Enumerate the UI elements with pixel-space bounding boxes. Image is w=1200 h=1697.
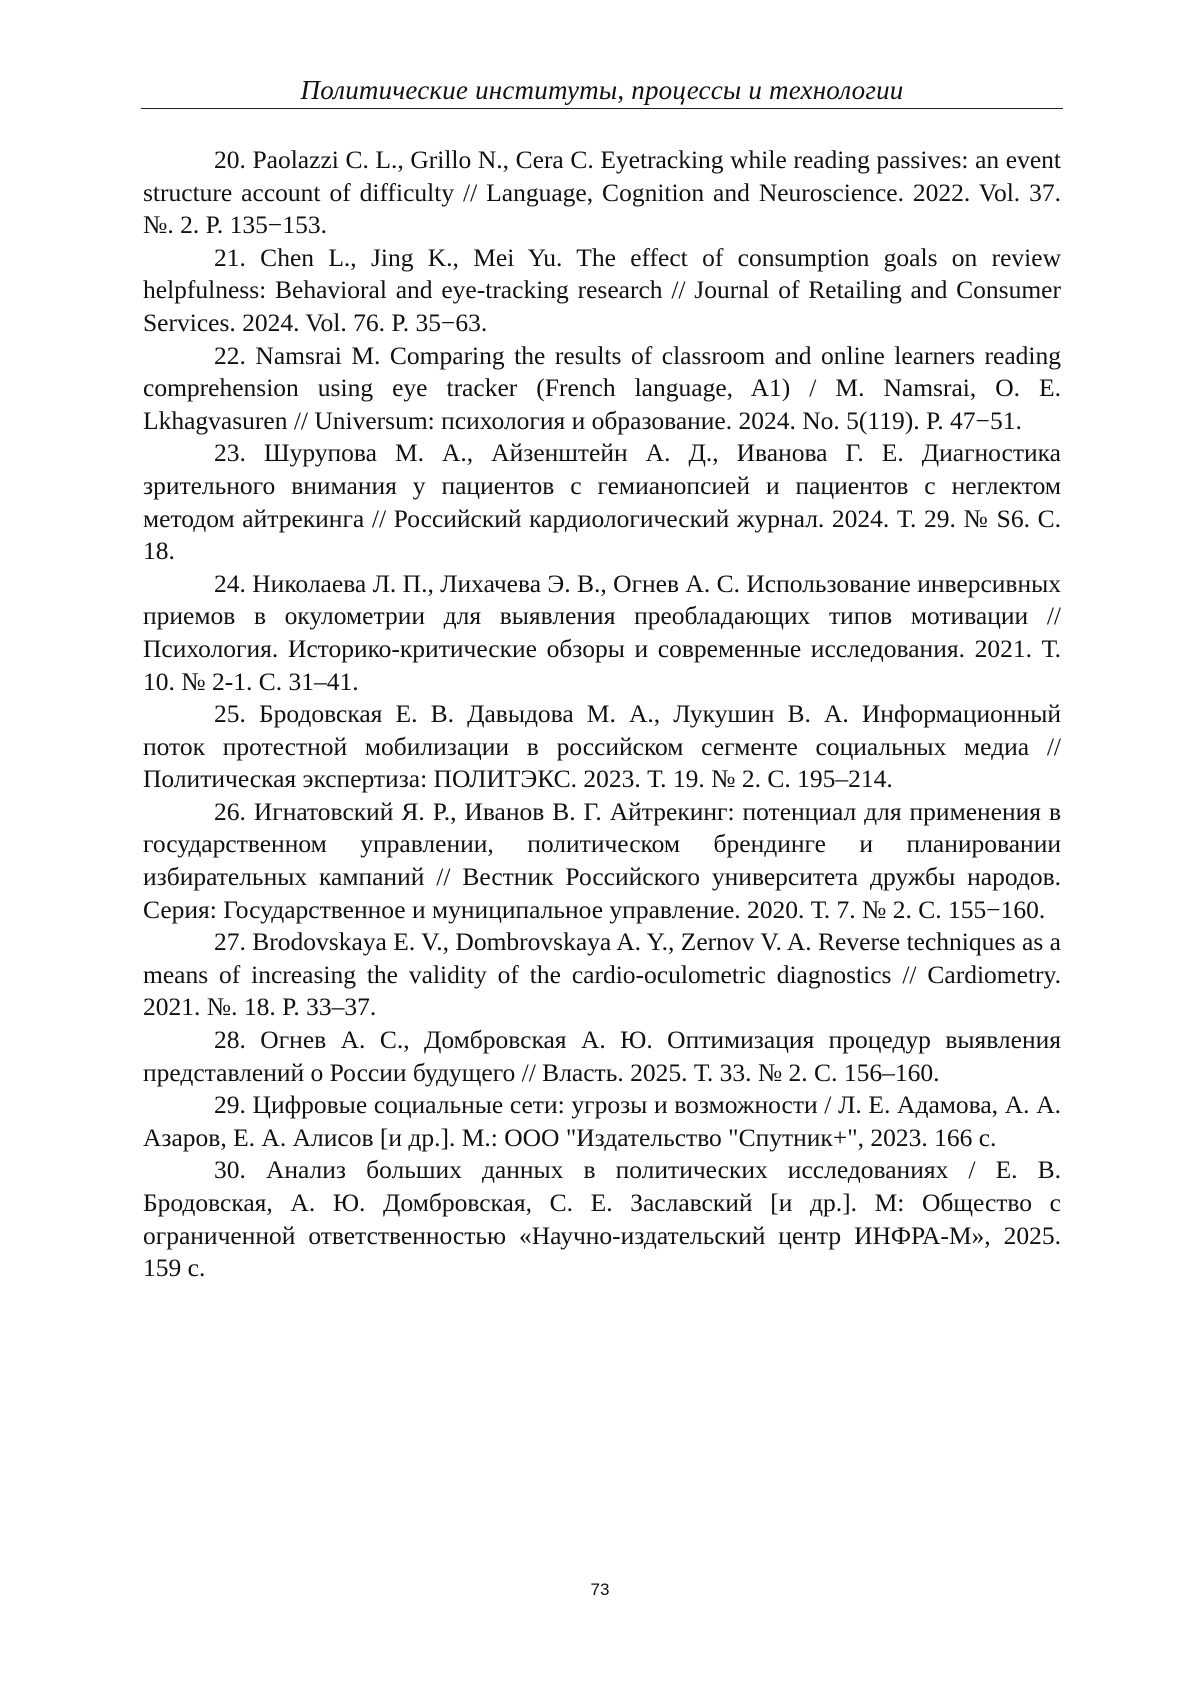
reference-item-24: 24. Николаева Л. П., Лихачева Э. В., Огнев А. С. Использование инверсивных приемов в окулометрии для выявления преобладающих типов мотивации // Психология. Историко-критические обзоры и современные исследования. 2021. Т. 10. № 2-1. С. 31–41. (143, 568, 1061, 698)
reference-item-23: 23. Шурупова М. А., Айзенштейн А. Д., Иванова Г. Е. Диагностика зрительного внимания у пациентов с гемианопсией и пациентов с неглектом методом айтрекинга // Российский кардиологический журнал. 2024. Т. 29. № S6. С. 18. (143, 437, 1061, 567)
reference-item-22: 22. Namsrai M. Comparing the results of classroom and online learners reading comprehension using eye tracker (French language, A1) / M. Namsrai, O. E. Lkhagvasuren // Universum: психология и образование. 2024. No. 5(119). P. 47−51. (143, 340, 1061, 438)
header-rule (141, 108, 1063, 109)
reference-item-25: 25. Бродовская Е. В. Давыдова М. А., Лукушин В. А. Информационный поток протестной мобилизации в российском сегменте социальных медиа // Политическая экспертиза: ПОЛИТЭКС. 2023. Т. 19. № 2. С. 195–214. (143, 698, 1061, 796)
running-header: Политические институты, процессы и технологии (141, 72, 1063, 108)
reference-item-26: 26. Игнатовский Я. Р., Иванов В. Г. Айтрекинг: потенциал для применения в государственном управлении, политическом брендинге и планировании избирательных кампаний // Вестник Российского университета дружбы народов. Серия: Государственное и муниципальное управление. 2020. Т. 7. № 2. С. 155−160. (143, 796, 1061, 926)
reference-item-20: 20. Paolazzi C. L., Grillo N., Cera C. Eyetracking while reading passives: an event structure account of difficulty // Language, Cognition and Neuroscience. 2022. Vol. 37. №. 2. P. 135−153. (143, 144, 1061, 242)
reference-item-27: 27. Brodovskaya E. V., Dombrovskaya A. Y., Zernov V. A. Reverse techniques as a means of increasing the validity of the cardio-oculometric diagnostics // Cardiometry. 2021. №. 18. P. 33–37. (143, 926, 1061, 1024)
page-number: 73 (0, 1579, 1200, 1601)
reference-item-21: 21. Chen L., Jing K., Mei Yu. The effect of consumption goals on review helpfulness: Behavioral and eye-tracking research // Journal of Retailing and Consumer Services. 2024. Vol. 76. P. 35−63. (143, 242, 1061, 340)
reference-list (143, 144, 1061, 1285)
reference-item-30: 30. Анализ больших данных в политических исследованиях / Е. В. Бродовская, А. Ю. Домбровская, С. Е. Заславский [и др.]. М: Общество с ограниченной ответственностью «Научно-издательский центр ИНФРА-М», 2025. 159 с. (143, 1154, 1061, 1284)
reference-item-29: 29. Цифровые социальные сети: угрозы и возможности / Л. Е. Адамова, А. А. Азаров, Е. А. Алисов [и др.]. М.: ООО "Издательство "Спутник+", 2023. 166 с. (143, 1089, 1061, 1154)
reference-item-28: 28. Огнев А. С., Домбровская А. Ю. Оптимизация процедур выявления представлений о России будущего // Власть. 2025. Т. 33. № 2. С. 156–160. (143, 1024, 1061, 1089)
